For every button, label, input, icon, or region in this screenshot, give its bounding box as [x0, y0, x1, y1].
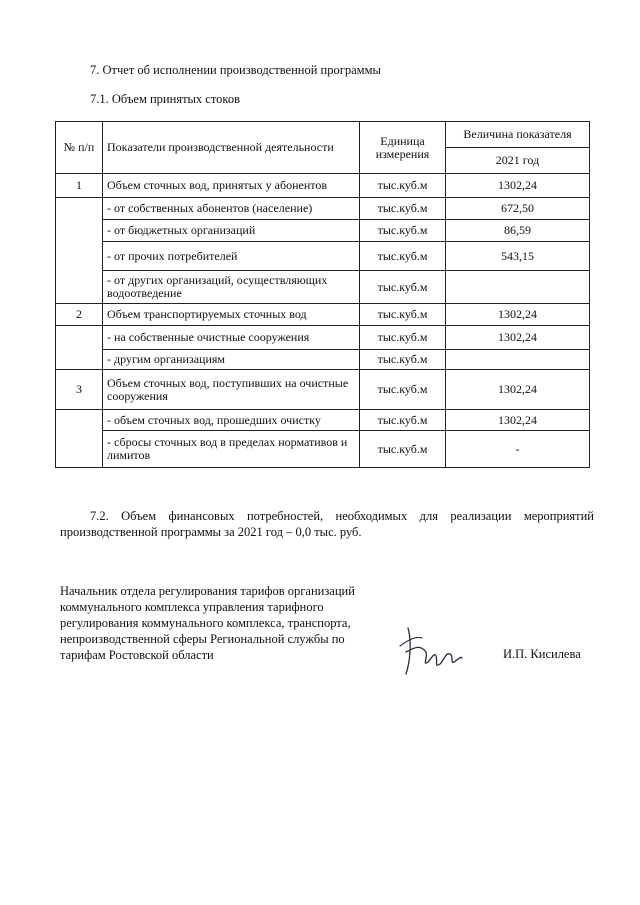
row-indicator: - объем сточных вод, прошедших очистку	[103, 410, 360, 431]
row-indicator: - на собственные очистные сооружения	[103, 326, 360, 350]
signatory-position: Начальник отдела регулирования тарифов организаций коммунального комплекса управления тарифного регулирования коммунального комплекса, транспорта, непроизводственной сферы Региональной службы по тарифам Ростовской области	[60, 584, 355, 662]
table-row	[56, 350, 590, 370]
header-indicator: Показатели производственной деятельности	[103, 122, 360, 174]
row-value: 86,59	[446, 220, 590, 242]
table-row	[56, 220, 590, 242]
row-indicator: - от других организаций, осуществляющих водоотведение	[103, 271, 360, 304]
section-7-title: 7. Отчет об исполнении производственной программы	[90, 63, 381, 77]
header-value-group: Величина показателя	[446, 122, 590, 148]
row-num-empty	[56, 326, 103, 370]
row-value: -	[446, 431, 590, 468]
wastewater-volume-table	[55, 121, 590, 468]
row-unit: тыс.куб.м	[360, 242, 446, 271]
row-value: 1302,24	[446, 174, 590, 198]
table-header-row	[56, 122, 590, 148]
table-row	[56, 326, 590, 350]
row-num: 3	[56, 370, 103, 410]
row-value: 1302,24	[446, 304, 590, 326]
row-unit: тыс.куб.м	[360, 304, 446, 326]
row-unit: тыс.куб.м	[360, 370, 446, 410]
header-unit: Единица измерения	[360, 122, 446, 174]
handwritten-signature	[398, 622, 464, 682]
row-num: 1	[56, 174, 103, 198]
row-value: 672,50	[446, 198, 590, 220]
financial-needs-paragraph: 7.2. Объем финансовых потребностей, необходимых для реализации мероприятий производственной программы за 2021 год – 0,0 тыс. руб.	[60, 509, 594, 539]
row-indicator: Объем сточных вод, принятых у абонентов	[103, 174, 360, 198]
row-indicator: - от прочих потребителей	[103, 242, 360, 271]
row-unit: тыс.куб.м	[360, 271, 446, 304]
header-num: № п/п	[56, 122, 103, 174]
row-value: 1302,24	[446, 326, 590, 350]
row-indicator: - другим организациям	[103, 350, 360, 370]
row-indicator: - от бюджетных организаций	[103, 220, 360, 242]
table-row	[56, 431, 590, 468]
table-row	[56, 370, 590, 410]
row-value	[446, 350, 590, 370]
table-row	[56, 174, 590, 198]
row-value: 1302,24	[446, 410, 590, 431]
table-row	[56, 198, 590, 220]
row-unit: тыс.куб.м	[360, 431, 446, 468]
row-unit: тыс.куб.м	[360, 198, 446, 220]
section-7-1-title: 7.1. Объем принятых стоков	[90, 92, 240, 106]
row-num-empty	[56, 410, 103, 468]
table-row	[56, 242, 590, 271]
table-row	[56, 304, 590, 326]
row-unit: тыс.куб.м	[360, 174, 446, 198]
row-indicator: Объем транспортируемых сточных вод	[103, 304, 360, 326]
table-row	[56, 271, 590, 304]
row-unit: тыс.куб.м	[360, 220, 446, 242]
row-value	[446, 271, 590, 304]
row-unit: тыс.куб.м	[360, 326, 446, 350]
row-unit: тыс.куб.м	[360, 350, 446, 370]
row-num: 2	[56, 304, 103, 326]
header-year: 2021 год	[446, 148, 590, 174]
table-row	[56, 410, 590, 431]
row-indicator: Объем сточных вод, поступивших на очистные сооружения	[103, 370, 360, 410]
signatory-name: И.П. Кисилева	[503, 647, 581, 661]
row-num-empty	[56, 198, 103, 304]
row-unit: тыс.куб.м	[360, 410, 446, 431]
row-value: 1302,24	[446, 370, 590, 410]
row-indicator: - от собственных абонентов (население)	[103, 198, 360, 220]
row-indicator: - сбросы сточных вод в пределах нормативов и лимитов	[103, 431, 360, 468]
row-value: 543,15	[446, 242, 590, 271]
